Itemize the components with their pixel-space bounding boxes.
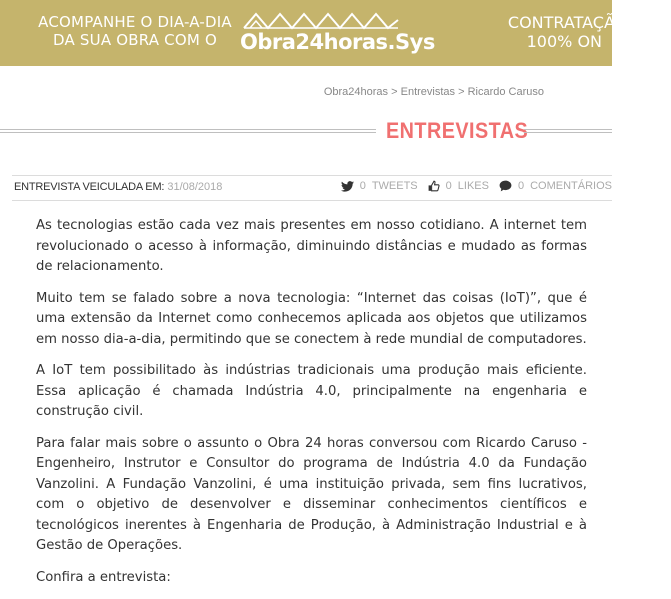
banner-left-line2: DA SUA OBRA COM O (53, 31, 217, 49)
publish-label: ENTREVISTA VEICULADA EM: (14, 181, 165, 193)
comments-label: COMENTÁRIOS (530, 180, 612, 192)
section-divider-left (0, 129, 376, 133)
ad-banner[interactable] (0, 0, 671, 66)
publish-info (14, 181, 222, 193)
breadcrumb (324, 86, 544, 98)
article-paragraph: Muito tem se falado sobre a nova tecnologia: “Internet das coisas (IoT)”, que é uma extensão da Internet como conhecemos aplicada aos objetos que utilizamos em nosso dia-a-dia, permitindo que se conectem à rede mundial de computadores. (36, 290, 587, 347)
likes-count: 0 (445, 180, 452, 192)
breadcrumb-separator: > (388, 86, 401, 98)
breadcrumb-item-entrevistas[interactable]: Entrevistas (400, 86, 456, 98)
comments-count: 0 (517, 180, 525, 192)
logo-roof-icon (242, 6, 400, 30)
breadcrumb-item-home[interactable]: Obra24horas (323, 86, 389, 98)
breadcrumb-separator: > (455, 86, 468, 98)
section-divider-right (524, 129, 612, 133)
banner-left-text (0, 13, 270, 49)
obra24horas-logo[interactable] (240, 4, 435, 62)
breadcrumb-item-current: Ricardo Caruso (467, 86, 544, 98)
thumbs-up-icon (428, 180, 440, 192)
comment-icon (499, 180, 512, 192)
article-paragraph: Para falar mais sobre o assunto o Obra 24 horas conversou com Ricardo Caruso - Engenheiro, Instrutor e Consultor do programa de Indústria 4.0 da Fundação Vanzolini. A Fundação Vanzolini, é uma instituição privada, sem fins lucrativos, com o objetivo de desenvolver e disseminar conhecimentos científicos e tecnológicos inerentes à Engenharia de Produção, à Administração Industrial e à Gestão de Operações. (36, 435, 587, 553)
tweets-label: TWEETS (371, 180, 418, 192)
twitter-icon (341, 181, 354, 192)
logo-text: Obra24horas.Sys (240, 30, 435, 54)
article-paragraph: As tecnologias estão cada vez mais presentes em nosso cotidiano. A internet tem revolucionado o acesso à informação, diminuindo distâncias e mudado as formas de relacionamento. (36, 218, 587, 274)
tweets-counter[interactable] (341, 180, 418, 192)
likes-label: LIKES (457, 180, 489, 192)
publish-date: 31/08/2018 (167, 181, 223, 193)
article-body (36, 216, 587, 599)
social-counters (331, 180, 612, 192)
banner-right-line2: 100% ON (526, 32, 602, 51)
article-meta-bar (12, 175, 612, 201)
likes-counter[interactable] (428, 180, 489, 192)
comments-counter[interactable] (499, 180, 612, 192)
banner-right-text (431, 13, 671, 51)
banner-left-line1: ACOMPANHE O DIA-A-DIA (38, 13, 232, 31)
tweets-count: 0 (359, 180, 366, 192)
section-title: ENTREVISTAS (386, 118, 529, 143)
article-paragraph: A IoT tem possibilitado às indústrias tradicionais uma produção mais eficiente. Essa aplicação é chamada Indústria 4.0, principalmente na engenharia e construção civil. (36, 363, 587, 419)
banner-right-line1: CONTRATAÇÃO MOD (507, 13, 671, 32)
article-paragraph: Confira a entrevista: (36, 569, 171, 585)
